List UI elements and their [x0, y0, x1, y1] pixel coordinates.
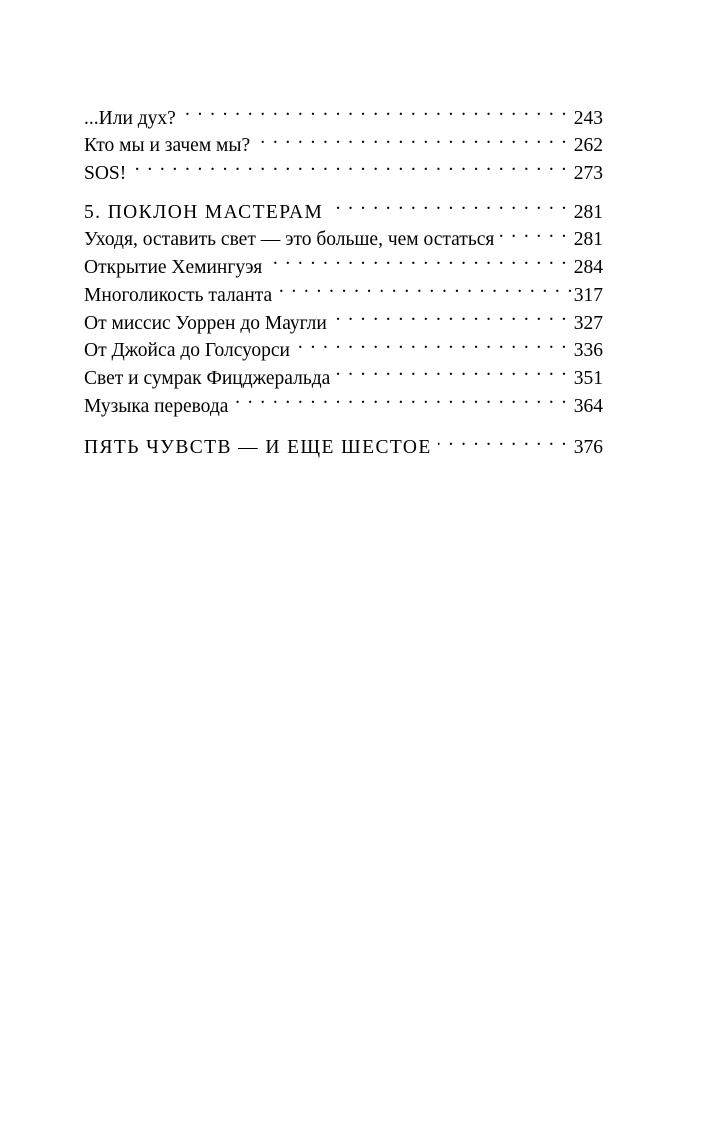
toc-entry-page: 262 [573, 135, 603, 157]
toc-entry-page: 273 [573, 163, 603, 185]
dot-leader [274, 273, 574, 301]
dot-leader [296, 329, 568, 357]
toc-section-heading [84, 426, 603, 459]
dot-leader [329, 190, 568, 218]
dot-leader [438, 426, 568, 454]
toc-entry-title: От Джойса до Голсуорси [84, 340, 290, 362]
toc-entry-title: ПЯТЬ ЧУВСТВ — И ЕЩЕ ШЕСТОЕ [84, 437, 432, 459]
toc-entry-title: Кто мы и зачем мы? [84, 135, 251, 157]
toc-entry [84, 96, 603, 129]
toc-entry-title: От миссис Уоррен до Маугли [84, 312, 327, 334]
toc-entry-page: 351 [573, 367, 603, 389]
toc-section-heading [84, 190, 603, 223]
toc-entry-title: ...Или дух? [84, 107, 176, 129]
toc-entry-page: 376 [573, 437, 603, 459]
dot-leader [132, 151, 567, 179]
toc-entry-page: 284 [573, 257, 603, 279]
toc-entry-title: Свет и сумрак Фицджеральда [84, 367, 331, 389]
toc-entry-page: 317 [573, 284, 603, 306]
toc-entry-page: 327 [573, 312, 603, 334]
toc-entry-page: 364 [573, 395, 603, 417]
dot-leader [336, 356, 567, 384]
toc-entry-title: Многоликость таланта [84, 284, 273, 306]
dot-leader [256, 124, 568, 152]
toc-entry-title: Уходя, оставить свет — это больше, чем остаться [84, 229, 495, 251]
toc-entry-title: Открытие Хемингуэя [84, 257, 263, 279]
toc-entry-page: 281 [573, 201, 603, 223]
dot-leader [500, 218, 567, 246]
dot-leader [234, 384, 567, 412]
toc-entry-page: 281 [573, 229, 603, 251]
dot-leader [268, 245, 568, 273]
toc-entry-title: Музыка перевода [84, 395, 229, 417]
dot-leader [333, 301, 568, 329]
toc-entry-title: SOS! [84, 163, 127, 185]
toc-entry-title: 5. ПОКЛОН МАСТЕРАМ [84, 201, 324, 223]
dot-leader [182, 96, 568, 124]
toc-entry-page: 336 [573, 340, 603, 362]
toc-entry-page: 243 [573, 107, 603, 129]
table-of-contents [84, 96, 603, 459]
toc-entry [84, 151, 603, 185]
